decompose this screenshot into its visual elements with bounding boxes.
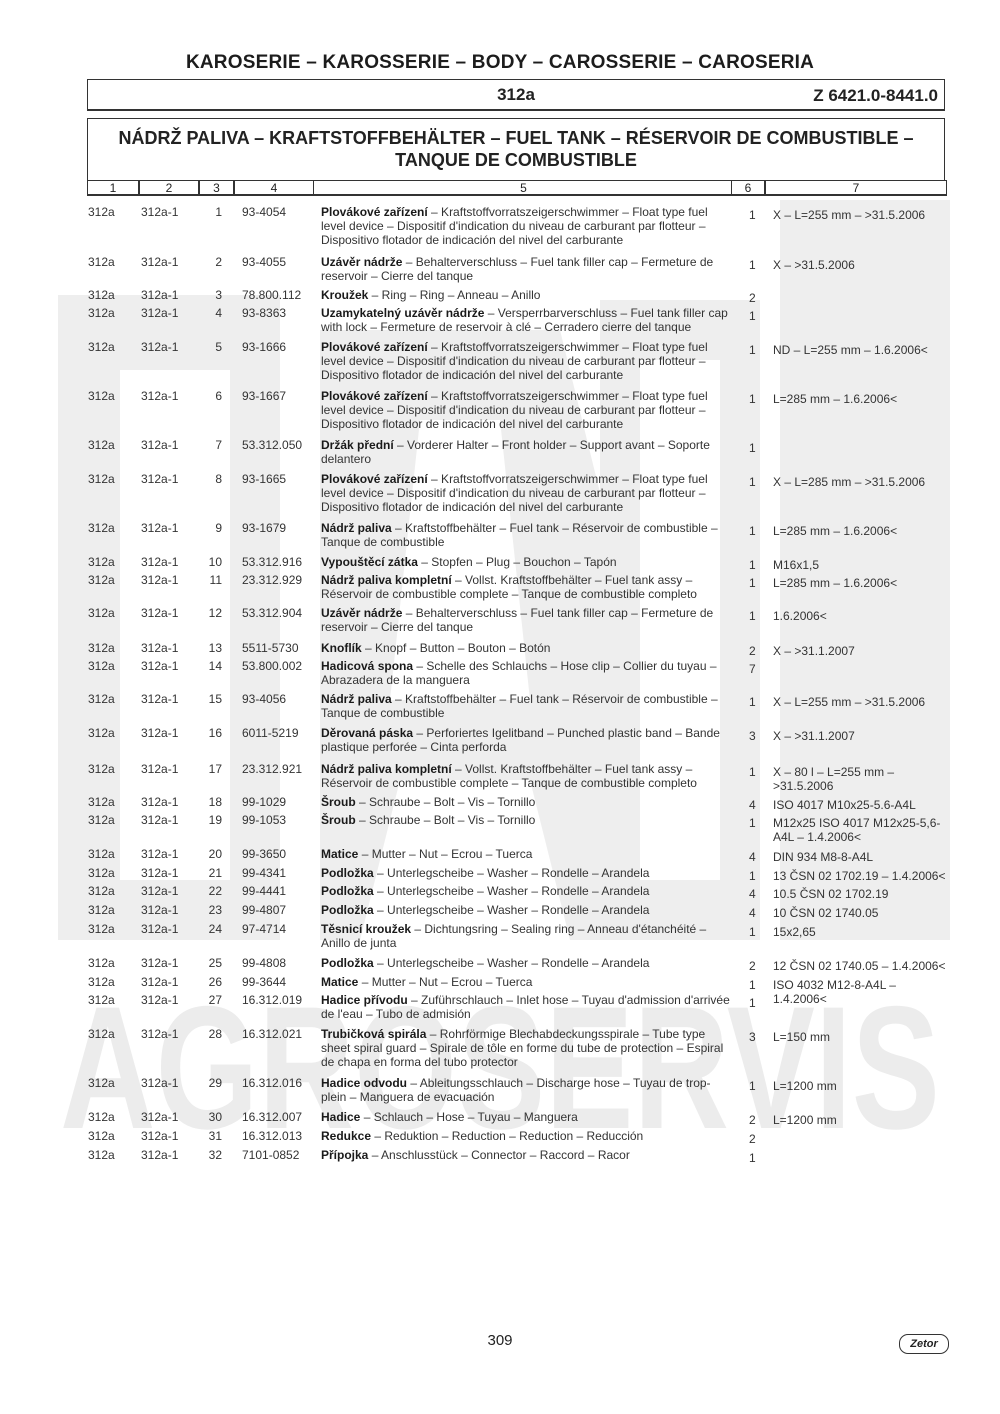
description-cell [321, 1076, 733, 1104]
position-cell: 31 [208, 1129, 222, 1143]
description-czech: Uzávěr nádrže [321, 255, 403, 269]
group-cell: 312a [88, 521, 115, 535]
note-cell: X – L=255 mm – >31.5.2006 [773, 208, 926, 222]
position-cell: 9 [215, 521, 222, 535]
note-cell: 10 ČSN 02 1740.05 [773, 906, 879, 920]
position-cell: 19 [208, 813, 222, 827]
group-cell: 312a [88, 847, 115, 861]
position-cell: 23 [208, 903, 222, 917]
note-cell: L=1200 mm [773, 1079, 837, 1093]
group-cell: 312a [88, 884, 115, 898]
position-cell: 10 [208, 555, 222, 569]
description-cell [321, 956, 733, 970]
quantity-cell: 2 [749, 1113, 756, 1127]
description-cell [321, 340, 733, 383]
description-cell [321, 795, 733, 809]
part-number-cell: 16.312.016 [242, 1076, 303, 1090]
description-translations: – Kraftstoffvorratszeigerschwimmer – Float type fuel level device – Dispositif d'indication du niveau de carburant par flotteur – Dispositivo flotador de indicación del nivel del carburante [321, 205, 708, 248]
note-cell: X – L=285 mm – >31.5.2006 [773, 475, 926, 489]
part-number-cell: 5511-5730 [242, 641, 299, 655]
group-cell: 312a [88, 922, 115, 936]
part-number-cell: 23.312.929 [242, 573, 303, 587]
description-translations: – Stopfen – Plug – Bouchon – Tapón [417, 555, 617, 569]
description-translations: – Kraftstoffvorratszeigerschwimmer – Float type fuel level device – Dispositif d'indication du niveau de carburant par flotteur – Dispositivo flotador de indicación del nivel del carburante [321, 340, 708, 383]
group-cell: 312a [88, 795, 115, 809]
zetor-logo: Zetor [899, 1334, 949, 1354]
group-cell: 312a [88, 555, 115, 569]
group-cell: 312a [88, 389, 115, 403]
position-cell: 13 [208, 641, 222, 655]
description-cell [321, 306, 733, 334]
figure-cell: 312a-1 [141, 606, 179, 620]
description-czech: Hadice přívodu [321, 993, 408, 1007]
quantity-cell: 2 [749, 644, 756, 658]
description-translations: – Kraftstoffbehälter – Fuel tank – Réservoir de combustible – Tanque de combustible [321, 692, 718, 721]
figure-cell: 312a-1 [141, 1129, 179, 1143]
description-cell [321, 606, 733, 634]
description-cell [321, 726, 733, 754]
description-czech: Vypouštěcí zátka [321, 555, 418, 569]
description-translations: – Kraftstoffbehälter – Fuel tank – Réservoir de combustible – Tanque de combustible [321, 521, 718, 550]
quantity-cell: 1 [749, 869, 756, 883]
description-cell [321, 993, 733, 1021]
description-cell [321, 1110, 733, 1124]
figure-cell: 312a-1 [141, 692, 179, 706]
description-cell [321, 472, 733, 515]
description-czech: Nádrž paliva [321, 692, 392, 706]
part-number-cell: 53.312.916 [242, 555, 303, 569]
description-cell [321, 288, 733, 302]
position-cell: 16 [208, 726, 222, 740]
description-translations: – Vollst. Kraftstoffbehälter – Fuel tank assy – Réservoir de combustible complete – Tanque de combustible completo [321, 762, 697, 791]
figure-cell: 312a-1 [141, 866, 179, 880]
part-number-cell: 7101-0852 [242, 1148, 300, 1162]
description-czech: Šroub [321, 795, 356, 809]
description-czech: Podložka [321, 884, 374, 898]
figure-cell: 312a-1 [141, 795, 179, 809]
quantity-cell: 3 [749, 729, 756, 743]
note-cell: L=150 mm [773, 1030, 831, 1044]
column-header: 2 [139, 180, 199, 196]
description-czech: Redukce [321, 1129, 372, 1143]
watermark-text: AGROSERVIS [60, 971, 940, 1166]
figure-cell: 312a-1 [141, 472, 179, 486]
description-translations: – Kraftstoffvorratszeigerschwimmer – Float type fuel level device – Dispositif d'indication du niveau de carburant par flotteur – Dispositivo flotador de indicación del nivel del carburante [321, 389, 708, 432]
position-cell: 28 [208, 1027, 222, 1041]
description-czech: Přípojka [321, 1148, 369, 1162]
quantity-cell: 4 [749, 887, 756, 901]
position-cell: 17 [208, 762, 222, 776]
group-cell: 312a [88, 726, 115, 740]
part-number-cell: 99-3650 [242, 847, 287, 861]
note-cell: X – >31.5.2006 [773, 258, 855, 272]
description-cell [321, 884, 733, 898]
note-cell: 13 ČSN 02 1702.19 – 1.4.2006< [773, 869, 946, 883]
description-czech: Plovákové zařízení [321, 340, 428, 354]
position-cell: 15 [208, 692, 222, 706]
part-number-cell: 93-1666 [242, 340, 287, 354]
quantity-cell: 1 [749, 1151, 756, 1165]
part-number-cell: 99-4807 [242, 903, 287, 917]
figure-cell: 312a-1 [141, 438, 179, 452]
description-czech: Kroužek [321, 288, 369, 302]
position-cell: 5 [215, 340, 222, 354]
description-cell [321, 555, 733, 569]
group-cell: 312a [88, 866, 115, 880]
quantity-cell: 1 [749, 925, 756, 939]
column-header: 6 [731, 180, 765, 196]
note-cell: M16x1,5 [773, 558, 820, 572]
part-number-cell: 93-1665 [242, 472, 287, 486]
part-number-cell: 93-4056 [242, 692, 287, 706]
part-number-cell: 16.312.007 [242, 1110, 303, 1124]
quantity-cell: 4 [749, 906, 756, 920]
description-cell [321, 641, 733, 655]
figure-cell: 312a-1 [141, 389, 179, 403]
group-cell: 312a [88, 288, 115, 302]
part-number-cell: 99-3644 [242, 975, 287, 989]
description-translations: – Dichtungsring – Sealing ring – Anneau d'étanchéité – Anillo de junta [321, 922, 707, 951]
figure-cell: 312a-1 [141, 255, 179, 269]
note-cell: DIN 934 M8-8-A4L [773, 850, 874, 864]
description-czech: Děrovaná páska [321, 726, 414, 740]
quantity-cell: 1 [749, 558, 756, 572]
description-czech: Nádrž paliva kompletní [321, 762, 452, 776]
note-cell: L=285 mm – 1.6.2006< [773, 392, 898, 406]
note-cell: X – >31.1.2007 [773, 644, 855, 658]
position-cell: 18 [208, 795, 222, 809]
quantity-cell: 1 [749, 816, 756, 830]
quantity-cell: 2 [749, 1132, 756, 1146]
figure-cell: 312a-1 [141, 922, 179, 936]
group-cell: 312a [88, 1129, 115, 1143]
part-number-cell: 93-1679 [242, 521, 287, 535]
group-cell: 312a [88, 472, 115, 486]
position-cell: 11 [209, 573, 222, 587]
position-cell: 30 [208, 1110, 222, 1124]
quantity-cell: 1 [749, 208, 756, 222]
group-cell: 312a [88, 641, 115, 655]
description-czech: Podložka [321, 903, 374, 917]
quantity-cell: 3 [749, 1030, 756, 1044]
quantity-cell: 1 [749, 695, 756, 709]
quantity-cell: 4 [749, 850, 756, 864]
description-cell [321, 903, 733, 917]
description-cell [321, 205, 733, 248]
figure-cell: 312a-1 [141, 847, 179, 861]
description-translations: – Vorderer Halter – Front holder – Support avant – Soporte delantero [321, 438, 710, 467]
description-translations: – Versperrbarverschluss – Fuel tank filler cap with lock – Fermeture de reservoir à clé – Cerradero cierre del tanque [321, 306, 728, 335]
position-cell: 22 [208, 884, 222, 898]
quantity-cell: 1 [749, 343, 756, 357]
figure-cell: 312a-1 [141, 1110, 179, 1124]
position-cell: 8 [215, 472, 222, 486]
note-cell: 12 ČSN 02 1740.05 – 1.4.2006< [773, 959, 946, 973]
position-cell: 32 [208, 1148, 222, 1162]
group-cell: 312a [88, 762, 115, 776]
description-cell [321, 389, 733, 432]
description-translations: – Unterlegscheibe – Washer – Rondelle – Arandela [373, 956, 650, 970]
description-czech: Plovákové zařízení [321, 389, 428, 403]
description-cell [321, 1148, 733, 1162]
quantity-cell: 1 [749, 258, 756, 272]
position-cell: 25 [208, 956, 222, 970]
description-translations: – Unterlegscheibe – Washer – Rondelle – Arandela [373, 884, 650, 898]
description-translations: – Perforiertes Igelitband – Punched plastic band – Bande plastique perforée – Cinta perforda [321, 726, 720, 755]
description-cell [321, 521, 733, 549]
description-translations: – Schelle des Schlauchs – Hose clip – Collier du tuyau – Abrazadera de la manguera [321, 659, 717, 688]
figure-cell: 312a-1 [141, 975, 179, 989]
figure-cell: 312a-1 [141, 813, 179, 827]
description-czech: Hadicová spona [321, 659, 414, 673]
description-translations: – Anschlusstück – Connector – Raccord – Racor [368, 1148, 630, 1162]
group-code: 312a [497, 85, 535, 104]
position-cell: 4 [215, 306, 222, 320]
reference-code: Z 6421.0-8441.0 [813, 86, 938, 105]
group-cell: 312a [88, 255, 115, 269]
figure-cell: 312a-1 [141, 1027, 179, 1041]
quantity-cell: 1 [749, 765, 756, 779]
description-czech: Nádrž paliva kompletní [321, 573, 452, 587]
description-translations: – Mutter – Nut – Ecrou – Tuerca [358, 847, 533, 861]
group-cell: 312a [88, 659, 115, 673]
position-cell: 27 [208, 993, 222, 1007]
quantity-cell: 1 [749, 441, 756, 455]
note-cell: L=285 mm – 1.6.2006< [773, 576, 898, 590]
page-number: 309 [487, 1332, 513, 1349]
note-cell: X – L=255 mm – >31.5.2006 [773, 695, 926, 709]
figure-cell: 312a-1 [141, 573, 179, 587]
figure-cell: 312a-1 [141, 884, 179, 898]
description-cell [321, 1129, 733, 1143]
group-cell: 312a [88, 606, 115, 620]
part-number-cell: 53.800.002 [242, 659, 303, 673]
column-header: 1 [87, 180, 139, 196]
quantity-cell: 2 [749, 959, 756, 973]
description-czech: Těsnicí kroužek [321, 922, 412, 936]
figure-cell: 312a-1 [141, 993, 179, 1007]
group-cell: 312a [88, 573, 115, 587]
note-cell: 1.6.2006< [773, 609, 827, 623]
description-translations: – Schraube – Bolt – Vis – Tornillo [355, 795, 536, 809]
figure-cell: 312a-1 [141, 903, 179, 917]
description-translations: – Ring – Ring – Anneau – Anillo [368, 288, 541, 302]
position-cell: 14 [208, 659, 222, 673]
part-number-cell: 16.312.019 [242, 993, 303, 1007]
description-translations: – Behalterverschluss – Fuel tank filler cap – Fermeture de reservoir – Cierre del tanque [321, 255, 714, 284]
quantity-cell: 7 [749, 662, 756, 676]
description-cell [321, 659, 733, 687]
column-header: 7 [765, 180, 947, 196]
figure-cell: 312a-1 [141, 762, 179, 776]
figure-cell: 312a-1 [141, 726, 179, 740]
description-translations: – Zuführschlauch – Inlet hose – Tuyau d'admission d'arrivée de l'eau – Tubo de admisión [321, 993, 730, 1022]
description-czech: Šroub [321, 813, 356, 827]
group-cell: 312a [88, 438, 115, 452]
group-cell: 312a [88, 205, 115, 219]
description-translations: – Ableitungsschlauch – Discharge hose – Tuyau de trop-plein – Manguera de evacuación [321, 1076, 711, 1105]
position-cell: 1 [215, 205, 222, 219]
description-translations: – Schraube – Bolt – Vis – Tornillo [355, 813, 536, 827]
description-translations: – Behalterverschluss – Fuel tank filler cap – Fermeture de reservoir – Cierre del tanque [321, 606, 714, 635]
position-cell: 12 [208, 606, 222, 620]
part-number-cell: 93-1667 [242, 389, 287, 403]
note-cell: X – 80 l – L=255 mm – >31.5.2006 [773, 765, 895, 793]
description-czech: Podložka [321, 866, 374, 880]
part-number-cell: 16.312.013 [242, 1129, 303, 1143]
description-cell [321, 762, 733, 790]
figure-cell: 312a-1 [141, 1076, 179, 1090]
group-cell: 312a [88, 1148, 115, 1162]
page-title: NÁDRŽ PALIVA – KRAFTSTOFFBEHÄLTER – FUEL TANK – RÉSERVOIR DE COMBUSTIBLE – TANQUE DE COMBUSTIBLE [87, 118, 945, 180]
quantity-cell: 1 [749, 309, 756, 323]
part-number-cell: 99-4441 [242, 884, 287, 898]
description-translations: – Unterlegscheibe – Washer – Rondelle – Arandela [373, 903, 650, 917]
group-header [87, 79, 945, 111]
quantity-cell: 1 [749, 1079, 756, 1093]
note-cell: ND – L=255 mm – 1.6.2006< [773, 343, 928, 357]
section-title: KAROSERIE – KAROSSERIE – BODY – CAROSSERIE – CAROSERIA [185, 52, 815, 73]
note-cell: L=285 mm – 1.6.2006< [773, 524, 898, 538]
part-number-cell: 99-1053 [242, 813, 287, 827]
description-translations: – Kraftstoffvorratszeigerschwimmer – Float type fuel level device – Dispositif d'indication du niveau de carburant par flotteur – Dispositivo flotador de indicación del nivel del carburante [321, 472, 708, 515]
description-cell [321, 847, 733, 861]
group-cell: 312a [88, 956, 115, 970]
figure-cell: 312a-1 [141, 306, 179, 320]
description-czech: Knoflík [321, 641, 362, 655]
description-cell [321, 975, 733, 989]
part-number-cell: 93-4055 [242, 255, 287, 269]
description-translations: – Reduktion – Reduction – Reduction – Reducción [371, 1129, 644, 1143]
figure-cell: 312a-1 [141, 288, 179, 302]
column-header: 5 [314, 180, 734, 196]
part-number-cell: 99-1029 [242, 795, 287, 809]
quantity-cell: 1 [749, 524, 756, 538]
quantity-cell: 2 [749, 291, 756, 305]
description-czech: Hadice [321, 1110, 361, 1124]
group-cell: 312a [88, 340, 115, 354]
quantity-cell: 1 [749, 576, 756, 590]
description-czech: Hadice odvodu [321, 1076, 408, 1090]
part-number-cell: 53.312.904 [242, 606, 303, 620]
description-translations: – Vollst. Kraftstoffbehälter – Fuel tank assy – Réservoir de combustible complete – Tanque de combustible completo [321, 573, 697, 602]
part-number-cell: 93-4054 [242, 205, 287, 219]
quantity-cell: 1 [749, 609, 756, 623]
description-cell [321, 866, 733, 880]
description-czech: Plovákové zařízení [321, 472, 428, 486]
description-czech: Matice [321, 847, 359, 861]
quantity-cell: 1 [749, 475, 756, 489]
part-number-cell: 23.312.921 [242, 762, 303, 776]
group-cell: 312a [88, 1027, 115, 1041]
group-cell: 312a [88, 975, 115, 989]
description-cell [321, 922, 733, 950]
note-cell: 10.5 ČSN 02 1702.19 [773, 887, 889, 901]
position-cell: 2 [215, 255, 222, 269]
description-cell [321, 813, 733, 827]
position-cell: 3 [215, 288, 222, 302]
description-czech: Nádrž paliva [321, 521, 392, 535]
group-cell: 312a [88, 306, 115, 320]
description-cell [321, 692, 733, 720]
description-czech: Matice [321, 975, 359, 989]
column-header: 4 [234, 180, 314, 196]
figure-cell: 312a-1 [141, 641, 179, 655]
description-translations: – Schlauch – Hose – Tuyau – Manguera [360, 1110, 578, 1124]
position-cell: 29 [208, 1076, 222, 1090]
position-cell: 24 [208, 922, 222, 936]
note-cell: 15x2,65 [773, 925, 816, 939]
part-number-cell: 78.800.112 [242, 288, 302, 302]
position-cell: 21 [208, 866, 222, 880]
description-translations: – Mutter – Nut – Ecrou – Tuerca [358, 975, 533, 989]
position-cell: 6 [215, 389, 222, 403]
note-cell: ISO 4017 M10x25-5.6-A4L [773, 798, 916, 812]
group-cell: 312a [88, 692, 115, 706]
part-number-cell: 16.312.021 [242, 1027, 303, 1041]
group-cell: 312a [88, 903, 115, 917]
description-czech: Plovákové zařízení [321, 205, 428, 219]
group-cell: 312a [88, 813, 115, 827]
figure-cell: 312a-1 [141, 555, 179, 569]
description-czech: Podložka [321, 956, 374, 970]
figure-cell: 312a-1 [141, 205, 179, 219]
quantity-cell: 1 [749, 978, 756, 992]
part-number-cell: 99-4808 [242, 956, 287, 970]
part-number-cell: 6011-5219 [242, 726, 299, 740]
position-cell: 7 [215, 438, 222, 452]
group-cell: 312a [88, 1076, 115, 1090]
quantity-cell: 1 [749, 392, 756, 406]
figure-cell: 312a-1 [141, 1148, 179, 1162]
figure-cell: 312a-1 [141, 659, 179, 673]
group-cell: 312a [88, 993, 115, 1007]
note-cell: L=1200 mm [773, 1113, 837, 1127]
part-number-cell: 99-4341 [242, 866, 287, 880]
figure-cell: 312a-1 [141, 340, 179, 354]
part-number-cell: 93-8363 [242, 306, 287, 320]
part-number-cell: 53.312.050 [242, 438, 303, 452]
description-cell [321, 573, 733, 601]
description-czech: Trubičková spirála [321, 1027, 427, 1041]
description-translations: – Rohrförmige Blechabdeckungsspirale – Tube type sheet spiral guard – Spirale de tôle en forme du tube de protection – Espiral de chapa en forma del tubo protector [321, 1027, 724, 1070]
note-cell: ISO 4032 M12-8-A4L – 1.4.2006< [773, 978, 896, 1006]
description-cell [321, 255, 733, 283]
description-translations: – Knopf – Button – Bouton – Botón [361, 641, 551, 655]
description-czech: Uzávěr nádrže [321, 606, 403, 620]
quantity-cell: 4 [749, 798, 756, 812]
figure-cell: 312a-1 [141, 521, 179, 535]
description-cell [321, 1027, 733, 1070]
position-cell: 26 [208, 975, 222, 989]
column-header: 3 [199, 180, 234, 196]
group-cell: 312a [88, 1110, 115, 1124]
description-translations: – Unterlegscheibe – Washer – Rondelle – Arandela [373, 866, 650, 880]
description-cell [321, 438, 733, 466]
position-cell: 20 [208, 847, 222, 861]
part-number-cell: 97-4714 [242, 922, 287, 936]
note-cell: M12x25 ISO 4017 M12x25-5,6-A4L – 1.4.2006< [773, 816, 941, 844]
column-header-row [87, 180, 947, 198]
description-czech: Držák přední [321, 438, 394, 452]
note-cell: X – >31.1.2007 [773, 729, 855, 743]
quantity-cell: 1 [749, 996, 756, 1010]
figure-cell: 312a-1 [141, 956, 179, 970]
description-czech: Uzamykatelný uzávěr nádrže [321, 306, 485, 320]
